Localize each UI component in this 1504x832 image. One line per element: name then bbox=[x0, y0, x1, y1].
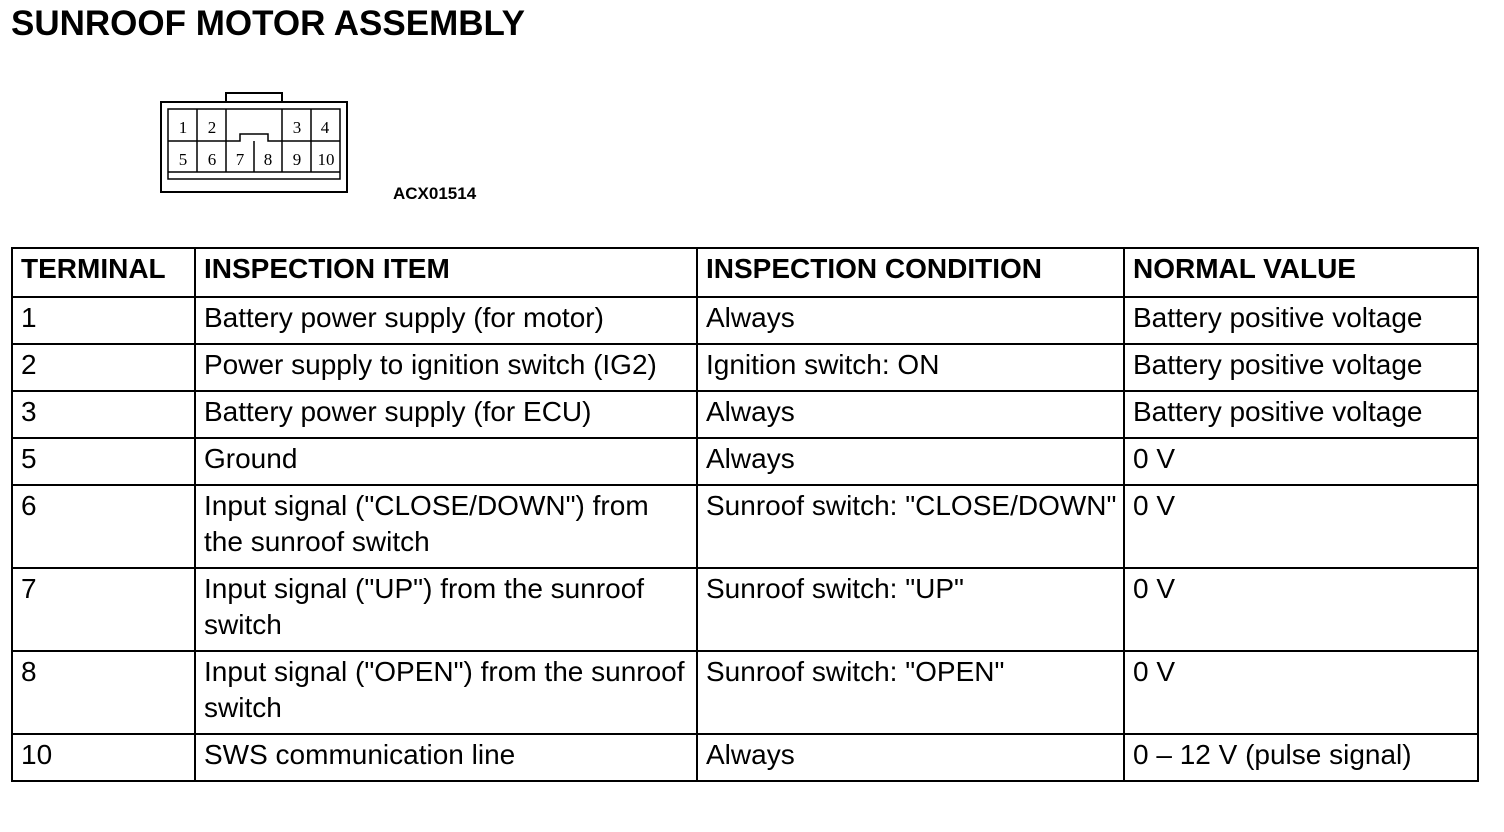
connector-pin-8: 8 bbox=[263, 150, 273, 169]
cell-normal-value: Battery positive voltage bbox=[1124, 344, 1478, 391]
cell-inspection-condition: Ignition switch: ON bbox=[697, 344, 1124, 391]
cell-inspection-item: Power supply to ignition switch (IG2) bbox=[195, 344, 697, 391]
cell-terminal: 6 bbox=[12, 485, 195, 568]
cell-inspection-condition: Always bbox=[697, 734, 1124, 781]
connector-pin-10: 10 bbox=[317, 150, 335, 169]
connector-diagram bbox=[158, 90, 350, 196]
cell-terminal: 7 bbox=[12, 568, 195, 651]
connector-pin-3: 3 bbox=[292, 118, 302, 137]
connector-pin-5: 5 bbox=[178, 150, 188, 169]
cell-inspection-item: Input signal ("UP") from the sunroof switch bbox=[195, 568, 697, 651]
header-inspection-item: INSPECTION ITEM bbox=[195, 248, 697, 297]
table-row bbox=[12, 438, 1478, 485]
table-row bbox=[12, 391, 1478, 438]
cell-inspection-condition: Sunroof switch: "CLOSE/DOWN" bbox=[697, 485, 1124, 568]
cell-inspection-condition: Always bbox=[697, 297, 1124, 344]
cell-normal-value: 0 V bbox=[1124, 485, 1478, 568]
connector-pin-6: 6 bbox=[207, 150, 217, 169]
cell-terminal: 1 bbox=[12, 297, 195, 344]
cell-inspection-item: SWS communication line bbox=[195, 734, 697, 781]
cell-normal-value: 0 – 12 V (pulse signal) bbox=[1124, 734, 1478, 781]
figure-code: ACX01514 bbox=[393, 184, 477, 203]
connector-housing bbox=[161, 93, 347, 192]
cell-terminal: 10 bbox=[12, 734, 195, 781]
cell-terminal: 3 bbox=[12, 391, 195, 438]
cell-inspection-condition: Sunroof switch: "OPEN" bbox=[697, 651, 1124, 734]
cell-inspection-condition: Sunroof switch: "UP" bbox=[697, 568, 1124, 651]
table-row bbox=[12, 297, 1478, 344]
connector-pin-1: 1 bbox=[178, 118, 188, 137]
connector-pin-7: 7 bbox=[235, 150, 245, 169]
cell-normal-value: 0 V bbox=[1124, 438, 1478, 485]
cell-terminal: 2 bbox=[12, 344, 195, 391]
connector-pin-4: 4 bbox=[320, 118, 330, 137]
cell-inspection-item: Battery power supply (for ECU) bbox=[195, 391, 697, 438]
connector-pin-9: 9 bbox=[292, 150, 302, 169]
header-normal-value: NORMAL VALUE bbox=[1124, 248, 1478, 297]
cell-normal-value: 0 V bbox=[1124, 651, 1478, 734]
table-row bbox=[12, 734, 1478, 781]
table-row bbox=[12, 344, 1478, 391]
table-row bbox=[12, 568, 1478, 651]
header-inspection-condition: INSPECTION CONDITION bbox=[697, 248, 1124, 297]
cell-inspection-item: Ground bbox=[195, 438, 697, 485]
inspection-table bbox=[11, 247, 1479, 782]
connector-pin-2: 2 bbox=[207, 118, 217, 137]
cell-inspection-item: Input signal ("OPEN") from the sunroof switch bbox=[195, 651, 697, 734]
cell-terminal: 5 bbox=[12, 438, 195, 485]
header-terminal: TERMINAL bbox=[12, 248, 195, 297]
cell-inspection-item: Input signal ("CLOSE/DOWN") from the sunroof switch bbox=[195, 485, 697, 568]
cell-normal-value: Battery positive voltage bbox=[1124, 391, 1478, 438]
page-title: SUNROOF MOTOR ASSEMBLY bbox=[11, 4, 526, 43]
cell-inspection-condition: Always bbox=[697, 391, 1124, 438]
table-header-row bbox=[12, 248, 1478, 297]
cell-inspection-item: Battery power supply (for motor) bbox=[195, 297, 697, 344]
cell-inspection-condition: Always bbox=[697, 438, 1124, 485]
cell-normal-value: 0 V bbox=[1124, 568, 1478, 651]
table-row bbox=[12, 651, 1478, 734]
cell-normal-value: Battery positive voltage bbox=[1124, 297, 1478, 344]
table-row bbox=[12, 485, 1478, 568]
cell-terminal: 8 bbox=[12, 651, 195, 734]
